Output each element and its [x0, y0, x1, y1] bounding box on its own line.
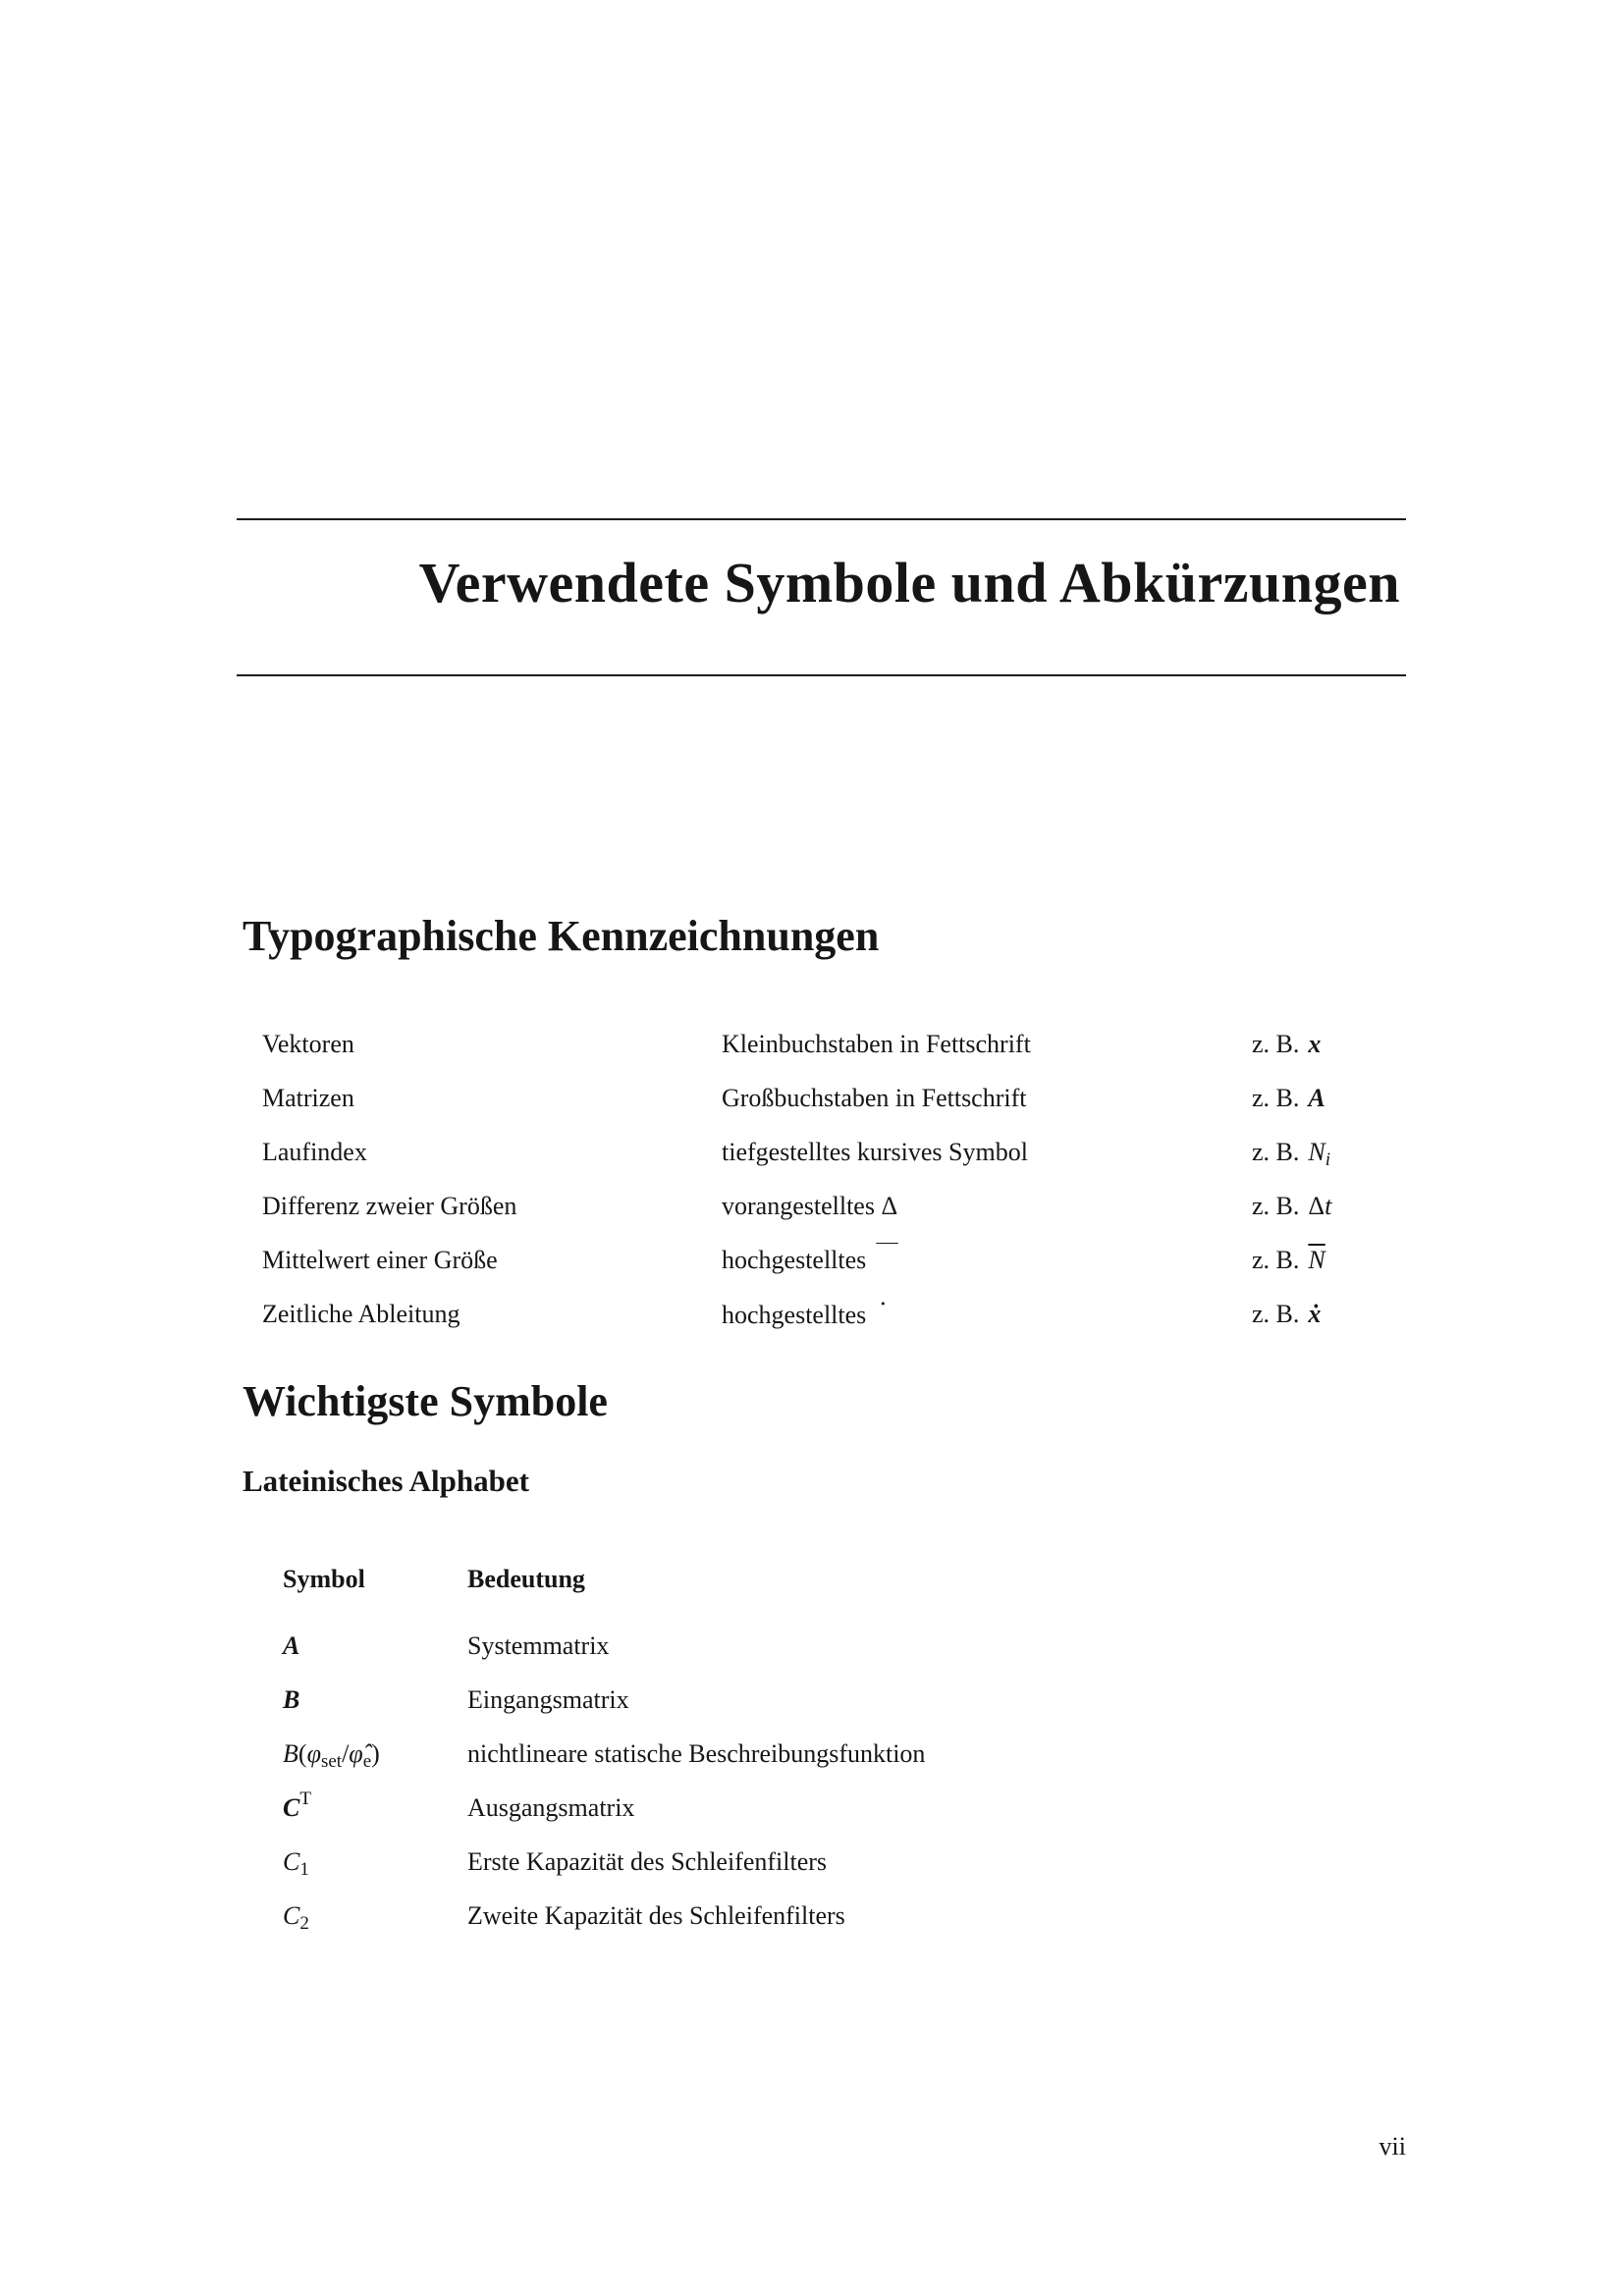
symbol-cell	[283, 1889, 467, 1943]
symbol-subscript: 1	[299, 1859, 309, 1880]
section-heading-typographische-kennzeichnungen: Typographische Kennzeichnungen	[243, 912, 880, 960]
description-text: tiefgestelltes kursives Symbol	[722, 1138, 1028, 1166]
example-symbol: $\overline{N}$	[1308, 1246, 1325, 1274]
symbol-superscript: T	[299, 1789, 311, 1809]
typography-row	[262, 1233, 1331, 1287]
meaning-cell: nichtlineare statische Beschreibungsfunktion	[467, 1739, 926, 1768]
description-text: Kleinbuchstaben in Fettschrift	[722, 1030, 1031, 1058]
example-symbol: ẋ	[1308, 1300, 1322, 1328]
example-symbol-subscript: i	[1325, 1149, 1331, 1170]
symbol-row	[283, 1727, 925, 1781]
example-prefix: z. B.	[1252, 1192, 1300, 1220]
symbol-cell	[283, 1781, 467, 1835]
symbol-cell	[283, 1727, 467, 1781]
description-cell	[722, 1287, 1252, 1342]
overline-mark: ‾	[878, 1241, 897, 1269]
example-symbol: A	[1308, 1084, 1325, 1112]
typography-row	[262, 1071, 1331, 1125]
typography-row	[262, 1125, 1331, 1179]
description-text: hochgestelltes	[722, 1246, 867, 1274]
description-cell	[722, 1179, 1252, 1233]
symbol-row	[283, 1889, 925, 1943]
description-text: hochgestelltes	[722, 1301, 867, 1329]
term-cell: Zeitliche Ableitung	[262, 1300, 460, 1328]
description-cell	[722, 1233, 1252, 1287]
description-text: Großbuchstaben in Fettschrift	[722, 1084, 1027, 1112]
term-cell: Vektoren	[262, 1030, 354, 1058]
example-cell	[1252, 1017, 1331, 1071]
description-cell	[722, 1071, 1252, 1125]
column-header-meaning: Bedeutung	[467, 1565, 585, 1593]
example-cell	[1252, 1287, 1331, 1342]
typography-row	[262, 1017, 1331, 1071]
example-prefix: z. B.	[1252, 1084, 1300, 1112]
example-symbol: N	[1308, 1138, 1325, 1166]
symbol-row	[283, 1835, 925, 1889]
term-cell: Mittelwert einer Größe	[262, 1246, 498, 1274]
description-text: vorangestelltes Δ	[722, 1192, 898, 1220]
symbol-text: C	[283, 1901, 300, 1930]
term-cell: Laufindex	[262, 1138, 367, 1166]
meaning-cell: Erste Kapazität des Schleifenfilters	[467, 1847, 828, 1876]
example-symbol-delta: Δ	[1308, 1192, 1325, 1220]
example-prefix: z. B.	[1252, 1246, 1300, 1274]
meaning-cell: Zweite Kapazität des Schleifenfilters	[467, 1901, 845, 1930]
symbol-cell	[283, 1835, 467, 1889]
symbol-row	[283, 1673, 925, 1727]
chapter-title: Verwendete Symbole und Abkürzungen	[418, 551, 1400, 614]
typography-row	[262, 1179, 1331, 1233]
symbol-text: B	[283, 1739, 298, 1768]
meaning-cell: Systemmatrix	[467, 1631, 610, 1660]
dot-mark: ˙	[878, 1296, 889, 1328]
chapter-rule-top	[237, 518, 1406, 520]
description-cell	[722, 1125, 1252, 1179]
phi-hat-symbol: φ̂	[349, 1739, 363, 1768]
subsection-heading-lateinisches-alphabet: Lateinisches Alphabet	[243, 1464, 529, 1498]
column-header-symbol: Symbol	[283, 1565, 365, 1593]
symbol-subscript: 2	[299, 1913, 309, 1934]
example-prefix: z. B.	[1252, 1138, 1300, 1166]
symbol-row	[283, 1619, 925, 1673]
symbol-row	[283, 1781, 925, 1835]
symbol-table-header	[283, 1552, 925, 1606]
meaning-cell: Ausgangsmatrix	[467, 1793, 635, 1822]
symbol-text: B	[283, 1685, 300, 1714]
symbol-text: A	[283, 1631, 300, 1660]
section-heading-wichtigste-symbole: Wichtigste Symbole	[243, 1377, 608, 1425]
slash: /	[342, 1739, 350, 1768]
example-prefix: z. B.	[1252, 1030, 1300, 1058]
close-paren: )	[371, 1739, 380, 1768]
symbol-text: C	[283, 1793, 300, 1822]
phi-hat-subscript: e	[362, 1751, 372, 1772]
page-number: vii	[1379, 2132, 1406, 2161]
chapter-rule-bottom	[237, 674, 1406, 676]
example-symbol: x	[1308, 1030, 1322, 1058]
typography-row	[262, 1287, 1331, 1342]
open-paren: (	[298, 1739, 307, 1768]
symbol-text: C	[283, 1847, 300, 1876]
example-symbol: t	[1325, 1192, 1332, 1220]
phi-symbol: φ	[306, 1739, 321, 1768]
example-cell	[1252, 1179, 1331, 1233]
typography-table	[262, 1017, 1331, 1342]
term-cell: Matrizen	[262, 1084, 354, 1112]
description-cell	[722, 1017, 1252, 1071]
example-cell	[1252, 1125, 1331, 1179]
example-cell	[1252, 1071, 1331, 1125]
meaning-cell: Eingangsmatrix	[467, 1685, 629, 1714]
example-cell	[1252, 1233, 1331, 1287]
symbol-cell	[283, 1673, 467, 1727]
latin-symbol-table	[283, 1552, 925, 1943]
term-cell: Differenz zweier Größen	[262, 1192, 517, 1220]
symbol-cell	[283, 1619, 467, 1673]
example-prefix: z. B.	[1252, 1300, 1300, 1328]
phi-subscript: set	[320, 1751, 343, 1772]
